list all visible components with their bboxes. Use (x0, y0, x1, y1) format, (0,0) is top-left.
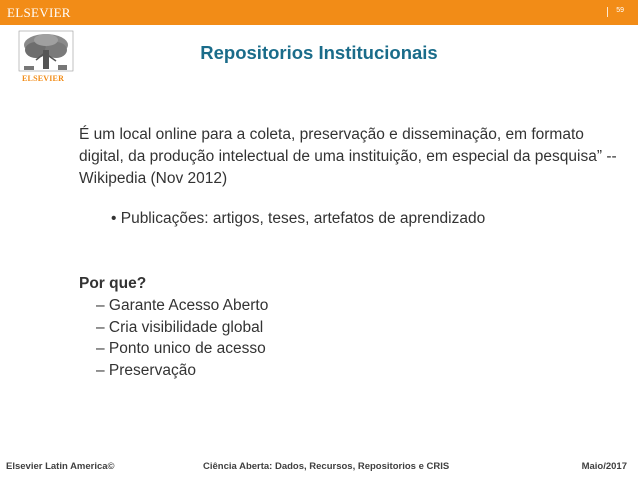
header-bar (0, 0, 638, 25)
footer-presentation-title: Ciência Aberta: Dados, Recursos, Repositorios e CRIS (203, 461, 450, 472)
logo-text: ELSEVIER (22, 74, 65, 83)
header-brand: ELSEVIER (7, 5, 71, 20)
why-item: – Preservação (96, 361, 196, 379)
page-number: 59 (616, 7, 624, 14)
slide-title: Repositorios Institucionais (200, 42, 438, 63)
why-list (96, 295, 268, 381)
definition-quote: É um local online para a coleta, preservação e disseminação, em formato digital, da produção intelectual de uma instituição, em especial da pesquisa” -- Wikipedia (Nov 2012) (79, 126, 617, 187)
footer-copyright: Elsevier Latin America© (6, 461, 115, 472)
why-item: – Ponto unico de acesso (96, 340, 266, 357)
header-separator (607, 7, 608, 17)
footer-date: Maio/2017 (581, 461, 627, 472)
why-item: – Garante Acesso Aberto (96, 297, 269, 314)
publications-bullet: • Publicações: artigos, teses, artefatos de aprendizado (111, 210, 486, 227)
why-item: – Cria visibilidade global (96, 318, 264, 336)
why-heading: Por que? (79, 275, 147, 292)
